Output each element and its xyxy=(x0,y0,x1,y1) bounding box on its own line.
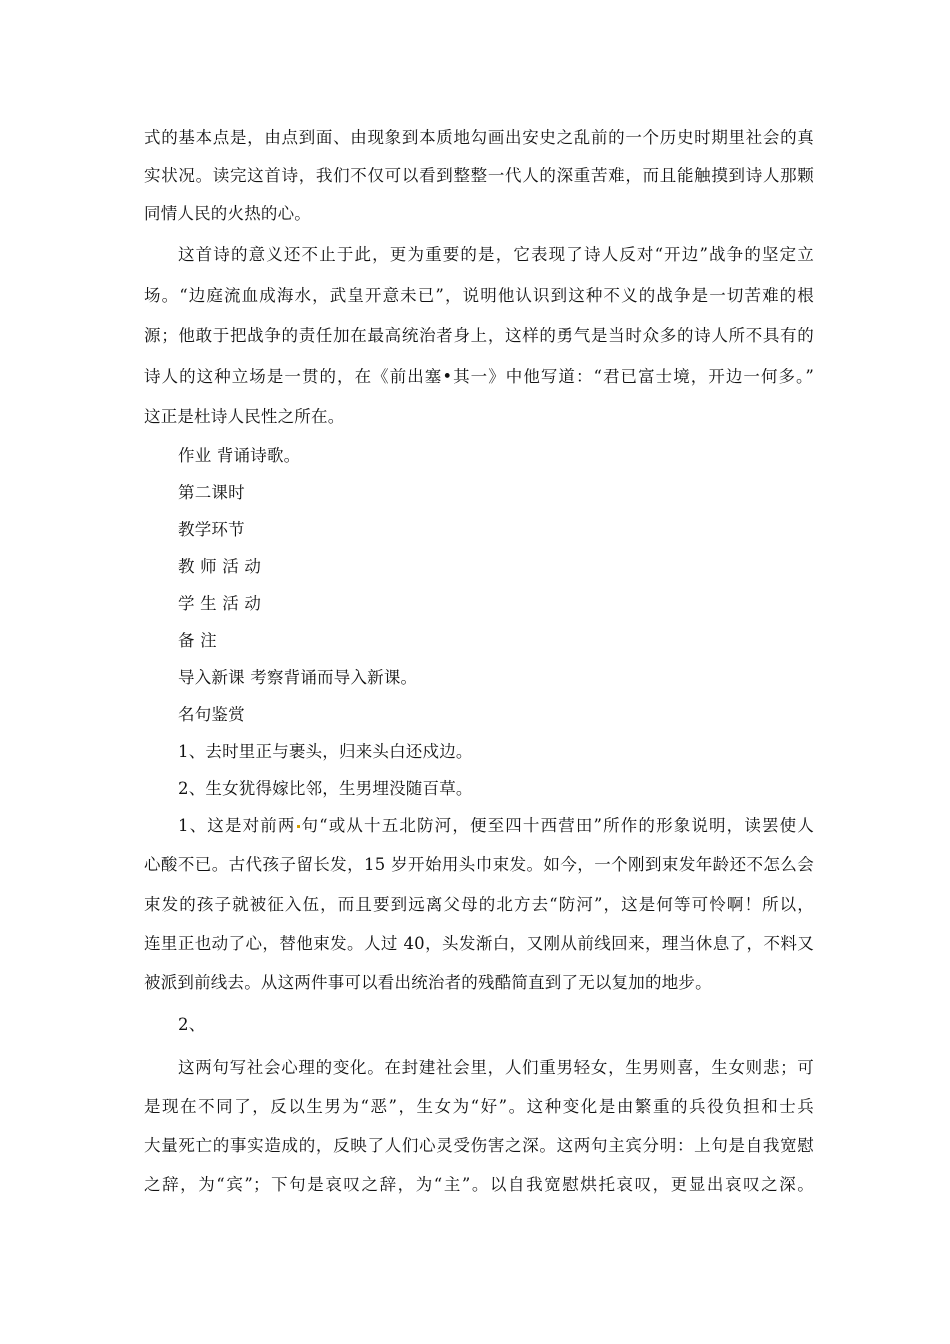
text-line: 名句鉴赏 xyxy=(178,705,245,724)
text-segment: 句“或从十五北防河，便至四十西营田”所作的形象说明，读罢使人 xyxy=(300,816,814,835)
text-line: 2、 xyxy=(178,1015,206,1034)
text-line: 1、去时里正与裹头，归来头白还戍边。 xyxy=(178,742,473,761)
text-segment: 1、这是对前两 xyxy=(178,816,296,835)
text-line: 之辞，为“宾”；下句是哀叹之辞，为“主”。以自我宽慰烘托哀叹，更显出哀叹之深。 xyxy=(144,1175,814,1194)
text-line: 场。“边庭流血成海水，武皇开意未已”，说明他认识到这种不义的战争是一切苦难的根 xyxy=(144,286,814,305)
text-line: 式的基本点是，由点到面、由现象到本质地勾画出安史之乱前的一个历史时期里社会的真 xyxy=(144,128,814,147)
text-line: 2、生女犹得嫁比邻，生男埋没随百草。 xyxy=(178,779,473,798)
annotation-mark xyxy=(297,825,300,828)
text-line: 是现在不同了，反以生男为“恶”，生女为“好”。这种变化是由繁重的兵役负担和士兵 xyxy=(144,1097,814,1116)
text-line: 连里正也动了心，替他束发。人过 40，头发渐白，又刚从前线回来，理当休息了，不料又 xyxy=(144,934,814,953)
text-line: 实状况。读完这首诗，我们不仅可以看到整整一代人的深重苦难，而且能触摸到诗人那颗 xyxy=(144,166,814,185)
text-line: 这首诗的意义还不止于此，更为重要的是，它表现了诗人反对“开边”战争的坚定立 xyxy=(178,245,814,264)
text-line: 心酸不已。古代孩子留长发，15 岁开始用头巾束发。如今，一个刚到束发年龄还不怎么会 xyxy=(144,855,814,874)
text-line: 教 师 活 动 xyxy=(178,557,262,576)
text-line: 同情人民的火热的心。 xyxy=(144,204,311,223)
text-line: 这正是杜诗人民性之所在。 xyxy=(144,407,345,426)
text-line: 第二课时 xyxy=(178,483,245,502)
text-line: 作业 背诵诗歌。 xyxy=(178,446,301,465)
text-line: 源；他敢于把战争的责任加在最高统治者身上，这样的勇气是当时众多的诗人所不具有的 xyxy=(144,326,814,345)
text-line: 束发的孩子就被征入伍，而且要到远离父母的北方去“防河”，这是何等可怜啊！所以， xyxy=(144,895,814,914)
text-line: 学 生 活 动 xyxy=(178,594,262,613)
text-line: 被派到前线去。从这两件事可以看出统治者的残酷简直到了无以复加的地步。 xyxy=(144,973,712,992)
text-line: 教学环节 xyxy=(178,520,245,539)
text-line: 诗人的这种立场是一贯的，在《前出塞•其一》中他写道：“君已富士境，开边一何多。” xyxy=(144,367,814,386)
text-line xyxy=(178,808,814,844)
text-line: 大量死亡的事实造成的，反映了人们心灵受伤害之深。这两句主宾分明：上句是自我宽慰 xyxy=(144,1136,814,1155)
text-line: 导入新课 考察背诵而导入新课。 xyxy=(178,668,418,687)
text-line: 备 注 xyxy=(178,631,217,650)
text-line: 这两句写社会心理的变化。在封建社会里，人们重男轻女，生男则喜，生女则悲；可 xyxy=(178,1058,814,1077)
